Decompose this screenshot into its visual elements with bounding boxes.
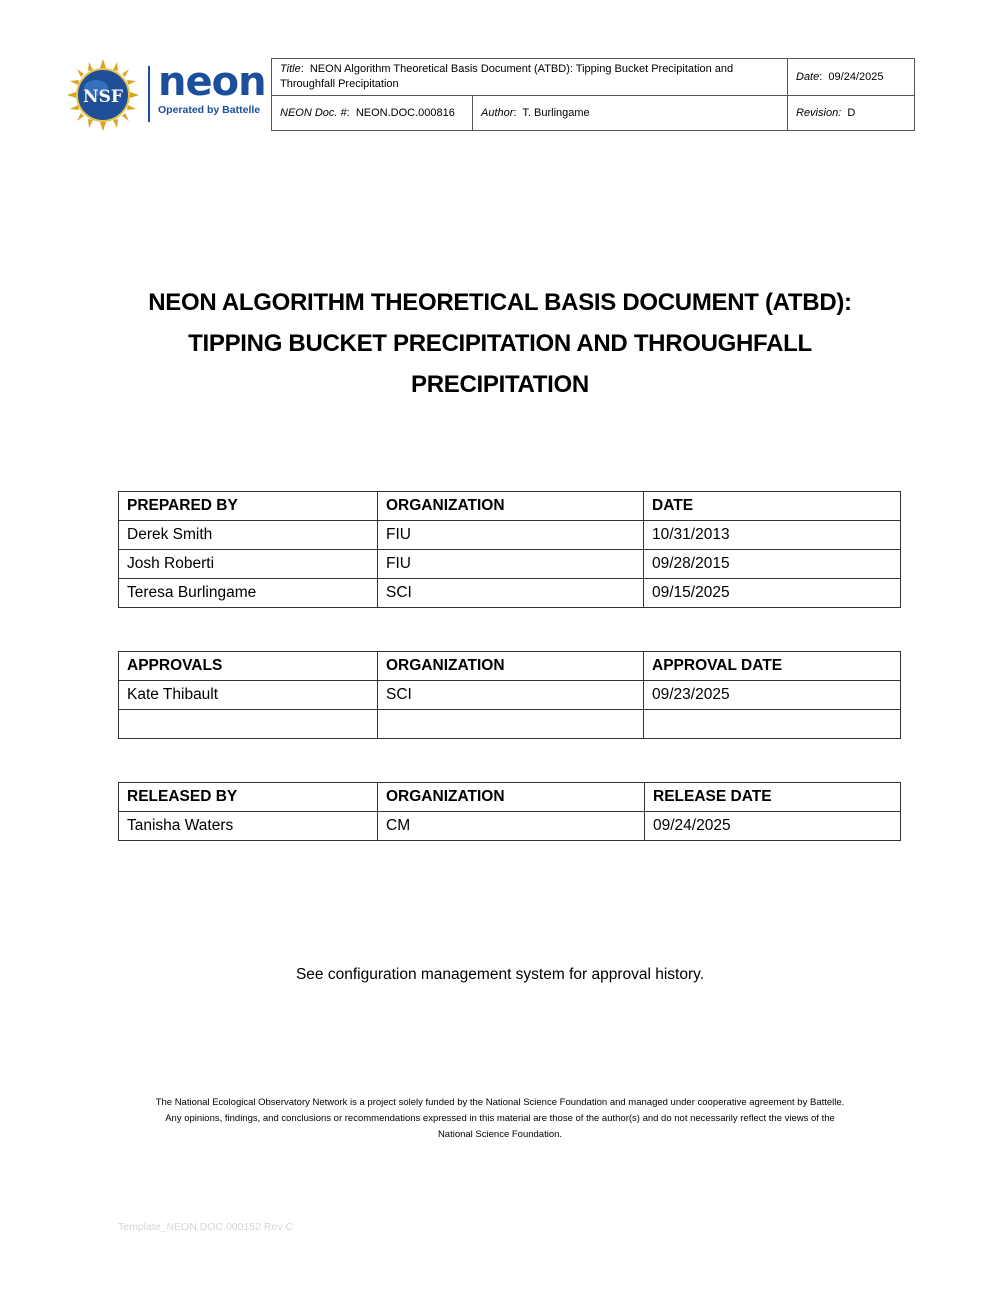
revision-label: Revision: <box>796 106 842 119</box>
approver-name <box>119 710 378 739</box>
column-header: RELEASED BY <box>119 783 378 812</box>
table-header-row <box>119 783 901 812</box>
table-row <box>119 521 901 550</box>
author-value: T. Burlingame <box>522 106 590 119</box>
column-header: ORGANIZATION <box>378 492 644 521</box>
releaser-name: Tanisha Waters <box>119 812 378 841</box>
disclaimer-line: National Science Foundation. <box>437 1129 563 1140</box>
table-row <box>119 710 901 739</box>
nsf-seal-icon <box>66 58 140 132</box>
column-header: APPROVALS <box>119 652 378 681</box>
column-header: PREPARED BY <box>119 492 378 521</box>
preparer-date: 09/28/2015 <box>644 550 901 579</box>
title-label: Title <box>280 63 301 75</box>
header-date-cell: Date: 09/24/2025 <box>788 59 915 96</box>
approvals-table <box>118 651 901 739</box>
approver-organization: SCI <box>378 681 644 710</box>
approval-history-note: See configuration management system for approval history. <box>295 966 705 983</box>
header-revision-cell <box>788 96 915 131</box>
column-header: DATE <box>644 492 901 521</box>
table-header-row <box>119 652 901 681</box>
disclaimer-line: Any opinions, findings, and conclusions or recommendations expressed in this material are those of the author(s) and do not necessarily reflect the views of the <box>165 1113 835 1124</box>
column-header: RELEASE DATE <box>645 783 901 812</box>
column-header: ORGANIZATION <box>378 652 644 681</box>
template-tag: Template_NEON.DOC.000152 Rev C <box>118 1221 294 1233</box>
preparer-date: 10/31/2013 <box>644 521 901 550</box>
preparer-date: 09/15/2025 <box>644 579 901 608</box>
disclaimer-line: The National Ecological Observatory Network is a project solely funded by the National Science Foundation and managed under cooperative agreement by Battelle. <box>155 1097 845 1108</box>
neon-wordmark: neon <box>158 59 266 105</box>
preparer-organization: FIU <box>378 550 644 579</box>
neon-tagline: Operated by Battelle <box>158 104 261 116</box>
funding-disclaimer <box>110 1095 890 1143</box>
approval-date <box>644 710 901 739</box>
header-title-cell: Title: NEON Algorithm Theoretical Basis Document (ATBD): Tipping Bucket Precipitation and Throughfall Precipitation <box>272 59 788 96</box>
preparer-name: Josh Roberti <box>119 550 378 579</box>
preparer-name: Derek Smith <box>119 521 378 550</box>
title-value: NEON Algorithm Theoretical Basis Document (ATBD): Tipping Bucket Precipitation and Throughfall Precipitation <box>280 63 734 90</box>
table-row <box>119 681 901 710</box>
date-value: 09/24/2025 <box>828 70 884 83</box>
approver-name: Kate Thibault <box>119 681 378 710</box>
svg-text:NSF: NSF <box>83 87 123 107</box>
doc-number-label: NEON Doc. # <box>280 106 347 119</box>
date-label: Date <box>796 70 820 83</box>
author-label: Author <box>481 106 514 119</box>
table-row <box>119 579 901 608</box>
table-header-row <box>119 492 901 521</box>
releaser-organization: CM <box>378 812 645 841</box>
released-by-table <box>118 782 901 841</box>
approver-organization <box>378 710 644 739</box>
preparer-name: Teresa Burlingame <box>119 579 378 608</box>
prepared-by-table <box>118 491 901 608</box>
preparer-organization: SCI <box>378 579 644 608</box>
document-title: NEON ALGORITHM THEORETICAL BASIS DOCUMENT (ATBD): TIPPING BUCKET PRECIPITATION AND THROUGHFALL PRECIPITATION <box>148 289 852 398</box>
header-author-cell: Author: T. Burlingame <box>473 96 788 131</box>
column-header: APPROVAL DATE <box>644 652 901 681</box>
table-row <box>119 550 901 579</box>
release-date: 09/24/2025 <box>645 812 901 841</box>
revision-value: D <box>847 106 856 119</box>
column-header: ORGANIZATION <box>378 783 645 812</box>
neon-nsf-logo <box>66 58 270 132</box>
approval-date: 09/23/2025 <box>644 681 901 710</box>
header-docnum-cell: NEON Doc. #: NEON.DOC.000816 <box>272 96 473 131</box>
logo-divider <box>148 66 150 122</box>
document-header-table <box>271 58 915 131</box>
preparer-organization: FIU <box>378 521 644 550</box>
table-row <box>119 812 901 841</box>
doc-number-value: NEON.DOC.000816 <box>355 106 455 119</box>
